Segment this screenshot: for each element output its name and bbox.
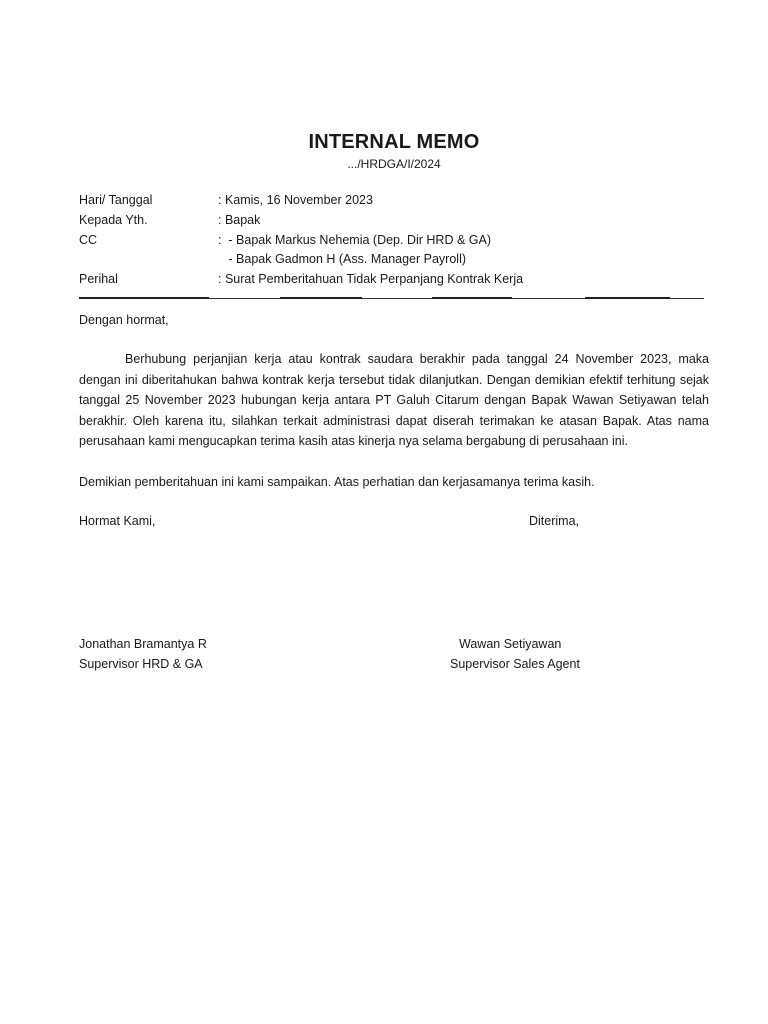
subject-label: Perihal xyxy=(79,272,118,286)
memo-title: INTERNAL MEMO xyxy=(308,131,480,153)
left-signer-title: Supervisor HRD & GA xyxy=(79,657,203,671)
memo-number: .../HRDGA/I/2024 xyxy=(347,157,441,171)
header-divider-segment xyxy=(280,297,362,299)
right-signer-name: Wawan Setiyawan xyxy=(459,637,562,651)
cc-value-2: - Bapak Gadmon H (Ass. Manager Payroll) xyxy=(218,252,467,266)
body-paragraph-1-text: Berhubung perjanjian kerja atau kontrak saudara berakhir pada tanggal 24 November 2023, maka dengan ini diberitahukan bahwa kontrak kerja tersebut tidak dilanjutkan. Dengan demikian efektif terhitung sejak tanggal 25 November 2023 hubungan kerja antara PT Galuh Citarum dengan Bapak Wawan Setiyawan telah berakhir. Oleh karena itu, silahkan terkait administrasi dapat diserah terimakan ke atasan Bapak. Atas nama perusahaan kami mengucapkan terima kasih atas kinerja nya selama bergabung di perusahaan ini. xyxy=(79,352,709,448)
subject-value: : Surat Pemberitahuan Tidak Perpanjang Kontrak Kerja xyxy=(218,272,524,286)
cc-label: CC xyxy=(79,233,98,247)
cc-value-1: : - Bapak Markus Nehemia (Dep. Dir HRD & GA) xyxy=(218,233,491,247)
right-signer-title: Supervisor Sales Agent xyxy=(450,657,580,671)
date-label: Hari/ Tanggal xyxy=(79,193,153,207)
left-signer-name: Jonathan Bramantya R xyxy=(79,637,207,651)
to-value: : Bapak xyxy=(218,213,261,227)
greeting: Dengan hormat, xyxy=(79,313,169,327)
date-value: : Kamis, 16 November 2023 xyxy=(218,193,373,207)
body-paragraph-2: Demikian pemberitahuan ini kami sampaikan. Atas perhatian dan kerjasamanya terima kasih. xyxy=(79,475,595,489)
header-divider-segment xyxy=(432,297,512,299)
header-divider-segment xyxy=(79,297,209,299)
right-closing: Diterima, xyxy=(529,514,580,528)
left-closing: Hormat Kami, xyxy=(79,514,156,528)
body-paragraph-1 xyxy=(79,349,709,452)
header-divider-segment xyxy=(585,297,670,299)
to-label: Kepada Yth. xyxy=(79,213,148,227)
